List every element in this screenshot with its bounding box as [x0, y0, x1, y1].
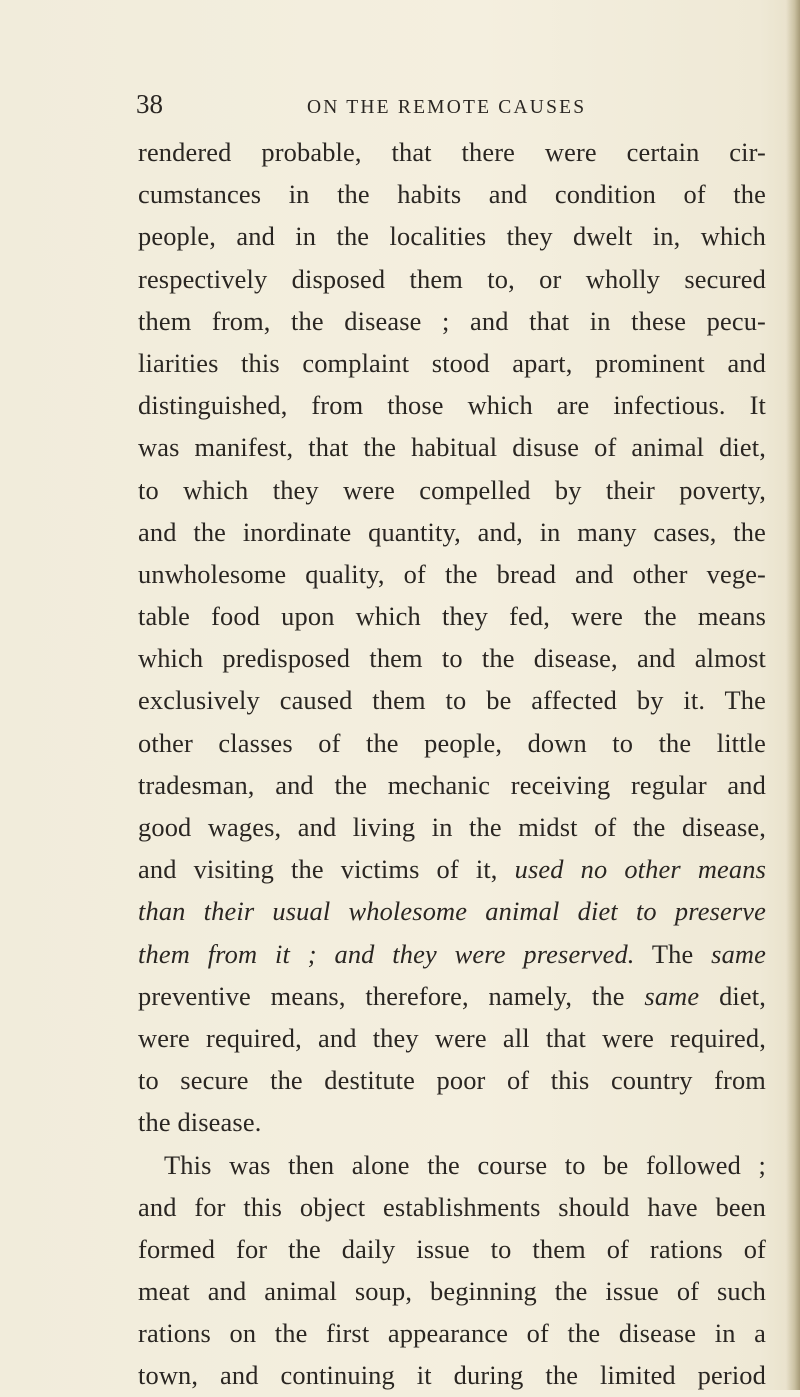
text-line: rendered probable, that there were certain cir- [138, 137, 766, 167]
text-line: meat and animal soup, beginning the issue of such [138, 1276, 766, 1307]
italic-text: than their usual wholesome animal diet to preserve [138, 896, 766, 927]
text-line: to which they were compelled by their poverty, [138, 474, 766, 505]
text-line: exclusively caused them to be affected by it. The [138, 685, 766, 716]
text-line: rations on the first appearance of the disease in a [138, 1318, 766, 1349]
text-line: to secure the destitute poor of this country from [138, 1065, 766, 1096]
text-line: distinguished, from those which are infectious. It [138, 390, 766, 421]
text-line: and visiting the victims of it, used no other means [138, 854, 766, 885]
text-line: table food upon which they fed, were the means [138, 601, 766, 632]
text-line: were required, and they were all that were required, [138, 1022, 766, 1053]
text-line: cumstances in the habits and condition of the [138, 179, 766, 210]
text-line: and for this object establishments should have been [138, 1191, 766, 1222]
text-line: and the inordinate quantity, and, in many cases, the [138, 516, 766, 547]
text-line: them from it ; and they were preserved. The same [138, 938, 767, 969]
body-text [138, 131, 766, 1397]
text-line: liarities this complaint stood apart, prominent and [138, 347, 766, 378]
text-line: respectively disposed them to, or wholly secured [138, 263, 766, 294]
text-line: other classes of the people, down to the little [138, 727, 766, 758]
italic-text: same [711, 938, 767, 969]
page-number: 38 [136, 89, 163, 119]
text-line: tradesman, and the mechanic receiving regular and [138, 769, 766, 800]
text-line: good wages, and living in the midst of the disease, [138, 812, 766, 842]
text-line: preventive means, therefore, namely, the same diet, [138, 980, 766, 1011]
page-edge-shadow [786, 0, 800, 1390]
text-line: people, and in the localities they dwelt in, which [138, 221, 766, 252]
text-line: was manifest, that the habitual disuse of animal diet, [138, 432, 766, 463]
text-line: formed for the daily issue to them of rations of [138, 1233, 766, 1264]
text-line: unwholesome quality, of the bread and other vege- [138, 558, 766, 589]
text-line [138, 890, 766, 932]
italic-text: used no other means [514, 854, 766, 885]
text-line: which predisposed them to the disease, and almost [138, 643, 766, 674]
page-header [0, 84, 800, 124]
text-line: them from, the disease ; and that in these pecu- [138, 305, 766, 336]
text-line: town, and continuing it during the limited period [138, 1360, 766, 1391]
text-line: the disease. [138, 1107, 262, 1138]
running-title: ON THE REMOTE CAUSES [307, 97, 587, 118]
italic-text: them from it ; and they were preserved. [138, 938, 635, 969]
text-line: This was then alone the course to be followed ; [164, 1149, 766, 1180]
italic-text: same [644, 980, 700, 1011]
